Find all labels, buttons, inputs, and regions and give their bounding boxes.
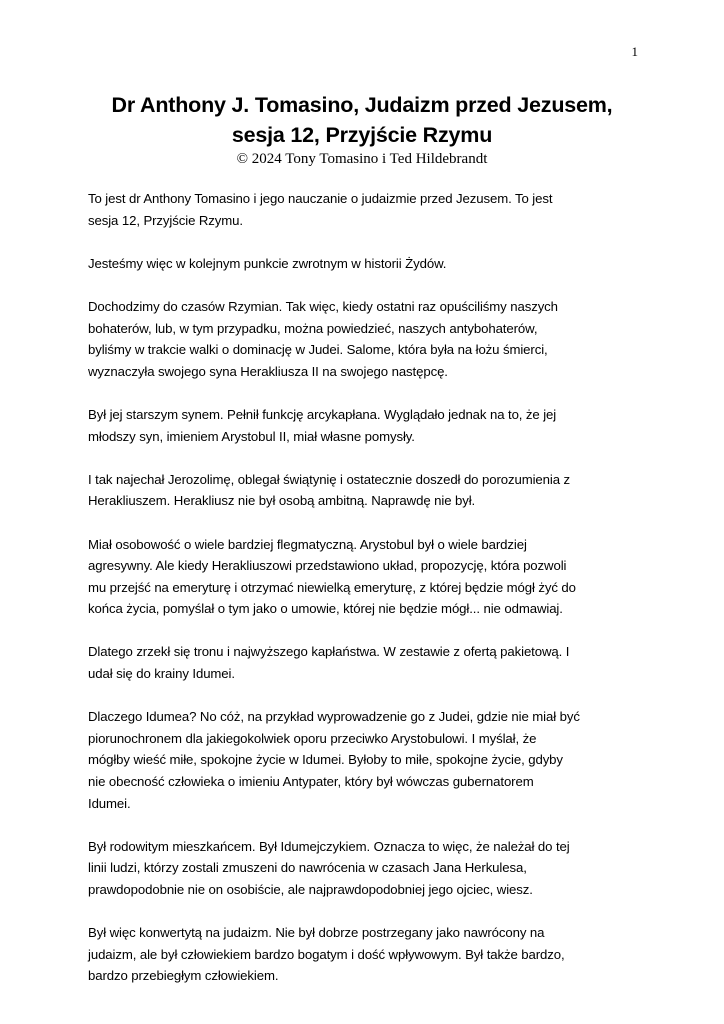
paragraph-line: piorunochronem dla jakiegokolwiek oporu przeciwko Arystobulowi. I myślał, że <box>88 730 537 746</box>
paragraph-line: byliśmy w trakcie walki o dominację w Judei. Salome, która była na łożu śmierci, <box>88 342 548 358</box>
paragraph <box>88 469 648 512</box>
paragraph <box>88 253 648 275</box>
paragraph-line: końca życia, pomyślał o tym jako o umowie, której nie będzie mógł... nie odmawiaj. <box>88 601 563 617</box>
paragraph <box>88 404 648 447</box>
paragraph-line: mu przejść na emeryturę i otrzymać niewielką emeryturę, z której będzie mógł żyć do <box>88 579 576 595</box>
paragraph-line: Idumei. <box>88 795 131 811</box>
paragraph-line: judaizm, ale był człowiekiem bardzo bogatym i dość wpływowym. Był także bardzo, <box>88 946 565 962</box>
paragraph-line: wyznaczyła swojego syna Herakliusza II na swojego następcę. <box>88 363 448 379</box>
paragraph-line: udał się do krainy Idumei. <box>88 666 235 682</box>
paragraph-line: linii ludzi, którzy zostali zmuszeni do nawrócenia w czasach Jana Herkulesa, <box>88 860 527 876</box>
paragraph-line: agresywny. Ale kiedy Herakliuszowi przedstawiono układ, propozycję, która pozwoli <box>88 558 567 574</box>
paragraph-line: bohaterów, lub, w tym przypadku, można powiedzieć, naszych antybohaterów, <box>88 320 538 336</box>
title-line-1: Dr Anthony J. Tomasino, Judaizm przed Jezusem, <box>111 93 613 117</box>
paragraph-line: mógłby wieść miłe, spokojne życie w Idumei. Byłoby to miłe, spokojne życie, gdyby <box>88 752 563 768</box>
paragraph <box>88 836 648 901</box>
transcript-body <box>88 188 648 987</box>
page-number: 1 <box>631 44 638 59</box>
paragraph <box>88 534 648 620</box>
paragraph-line: bardzo przebiegłym człowiekiem. <box>88 968 279 984</box>
paragraph-line: Miał osobowość o wiele bardziej flegmatyczną. Arystobul był o wiele bardziej <box>88 536 527 552</box>
paragraph-line: Dlaczego Idumea? No cóż, na przykład wyprowadzenie go z Judei, gdzie nie miał być <box>88 709 580 725</box>
paragraph-line: sesja 12, Przyjście Rzymu. <box>88 212 243 228</box>
title-block <box>60 90 664 169</box>
paragraph-line: Był rodowitym mieszkańcem. Był Idumejczykiem. Oznacza to więc, że należał do tej <box>88 838 570 854</box>
paragraph <box>88 188 648 231</box>
paragraph-line: nie obecność człowieka o imieniu Antypater, który był wówczas gubernatorem <box>88 774 534 790</box>
paragraph-line: Herakliuszem. Herakliusz nie był osobą ambitną. Naprawdę nie był. <box>88 493 476 509</box>
paragraph-line: Jesteśmy więc w kolejnym punkcie zwrotnym w historii Żydów. <box>88 255 447 271</box>
paragraph <box>88 922 648 987</box>
copyright-notice: © 2024 Tony Tomasino i Ted Hildebrandt <box>236 151 488 167</box>
paragraph <box>88 296 648 382</box>
paragraph-line: Dochodzimy do czasów Rzymian. Tak więc, kiedy ostatni raz opuściliśmy naszych <box>88 298 558 314</box>
paragraph-line: Był jej starszym synem. Pełnił funkcję arcykapłana. Wyglądało jednak na to, że jej <box>88 406 557 422</box>
paragraph-line: młodszy syn, imieniem Arystobul II, miał własne pomysły. <box>88 428 415 444</box>
paragraph <box>88 641 648 684</box>
paragraph-line: Był więc konwertytą na judaizm. Nie był dobrze postrzegany jako nawrócony na <box>88 925 545 941</box>
paragraph <box>88 706 648 814</box>
paragraph-line: Dlatego zrzekł się tronu i najwyższego kapłaństwa. W zestawie z ofertą pakietową. I <box>88 644 570 660</box>
paragraph-line: To jest dr Anthony Tomasino i jego nauczanie o judaizmie przed Jezusem. To jest <box>88 191 553 206</box>
paragraph-line: prawdopodobnie nie on osobiście, ale najprawdopodobniej jego ojciec, wiesz. <box>88 882 533 897</box>
paragraph-line: I tak najechał Jerozolimę, oblegał świątynię i ostatecznie doszedł do porozumienia z <box>88 471 571 487</box>
title-line-2: sesja 12, Przyjście Rzymu <box>231 123 493 147</box>
